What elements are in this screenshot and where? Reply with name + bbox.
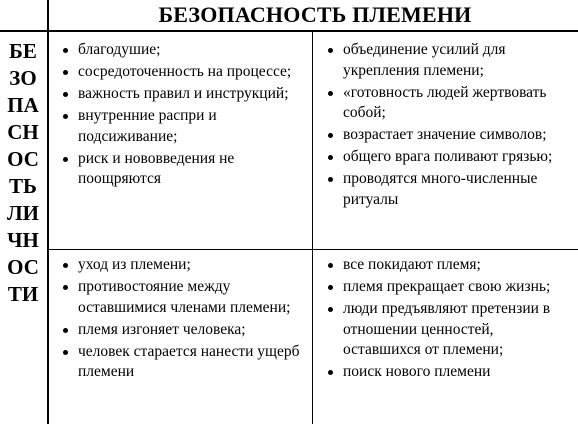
list-item: важность правил и инструкций; — [53, 84, 309, 105]
cell-bottom-left — [53, 255, 309, 384]
list-item: общего врага поливают грязью; — [318, 147, 570, 168]
side-heading-line: ОС — [7, 255, 39, 279]
list-item: «готовность людей жертвовать собой; — [318, 83, 570, 124]
list-item: благодушие; — [53, 40, 309, 61]
side-heading-line: БЕ — [9, 39, 37, 63]
list-item: все покидают племя; — [318, 255, 570, 276]
cell-bottom-right — [318, 255, 570, 384]
table-border-vertical-middle — [312, 30, 313, 424]
table-border-horizontal-top — [0, 30, 578, 32]
cell-top-right — [318, 40, 570, 212]
side-heading-line: ТЬ — [9, 174, 37, 198]
side-heading-line: ЗО — [9, 66, 37, 90]
list-item: объединение усилий для укрепления племени; — [318, 40, 570, 81]
table-border-vertical-left — [47, 0, 49, 424]
list-item: сосредоточенность на процессе; — [53, 62, 309, 83]
side-heading-line: ЛИ — [7, 201, 39, 225]
list-item: люди предъявляют претензии в отношении ценностей, оставшихся от племени; — [318, 299, 570, 361]
list-item: племя изгоняет человека; — [53, 320, 309, 341]
table-title: БЕЗОПАСНОСТЬ ПЛЕМЕНИ — [158, 2, 472, 27]
side-heading-line: ТИ — [7, 282, 39, 306]
cell-top-left — [53, 40, 309, 191]
list-item: поиск нового племени — [318, 362, 570, 383]
list-item: человек старается нанести ущерб племени — [53, 342, 309, 383]
list-item: возрастает значение символов; — [318, 125, 570, 146]
side-heading-line: СН — [7, 120, 39, 144]
side-heading-line: ЧН — [7, 228, 39, 252]
list-item: племя прекращает свою жизнь; — [318, 277, 570, 298]
side-heading — [0, 38, 46, 308]
list-item: внутренние распри и подсиживание; — [53, 106, 309, 147]
table-border-horizontal-middle — [49, 249, 578, 250]
list-item: проводятся много-численные ритуалы — [318, 169, 570, 210]
list-item: противостояние между оставшимися членами племени; — [53, 277, 309, 318]
list-item: уход из племени; — [53, 255, 309, 276]
side-heading-line: ОС — [7, 147, 39, 171]
list-item: риск и нововведения не поощряются — [53, 149, 309, 190]
side-heading-line: ПА — [7, 93, 39, 117]
